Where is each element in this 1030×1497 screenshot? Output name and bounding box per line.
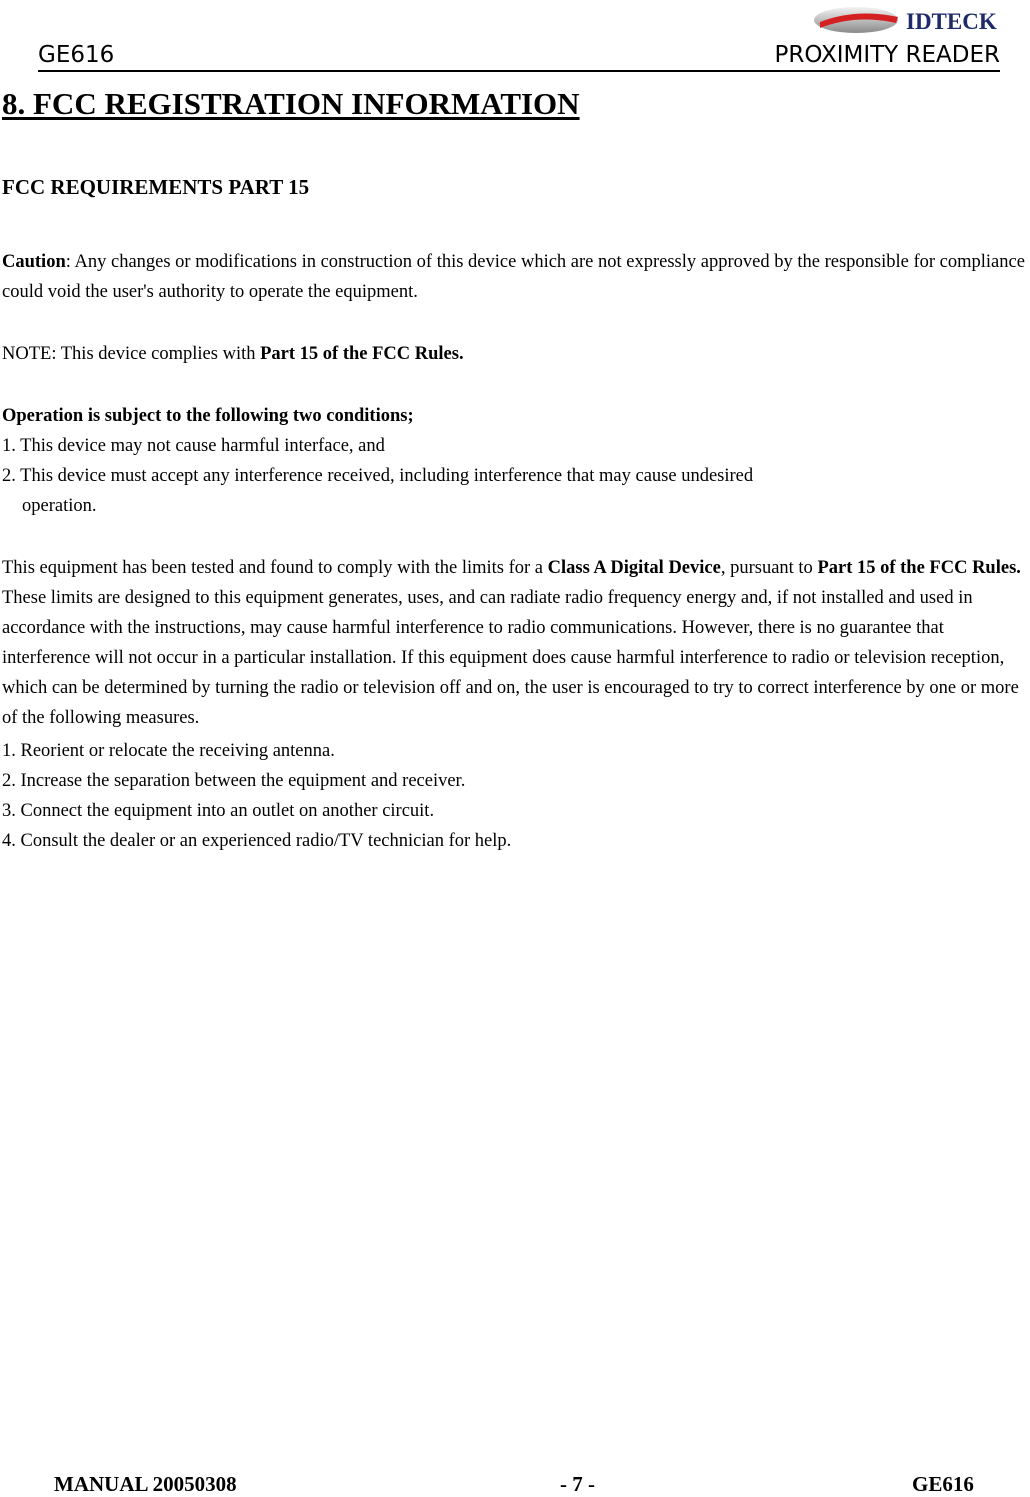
list-item: 2. Increase the separation between the equipment and receiver. — [2, 771, 466, 791]
section-title: 8. FCC REGISTRATION INFORMATION — [2, 86, 580, 121]
footer-page-number: - 7 - — [560, 1472, 595, 1496]
conditions-block — [2, 401, 1002, 521]
caution-label: Caution — [2, 252, 66, 272]
condition-item: 2. This device must accept any interference received, including interference that may cause undesired — [2, 466, 754, 486]
condition-item-continued: operation. — [22, 496, 97, 516]
footer-model: GE616 — [912, 1472, 974, 1496]
condition-item: 1. This device may not cause harmful interface, and — [2, 436, 385, 456]
list-item: 3. Connect the equipment into an outlet on another circuit. — [2, 801, 435, 821]
measures-list — [2, 736, 511, 856]
note-paragraph: NOTE: This device complies with Part 15 of the FCC Rules. — [2, 344, 464, 364]
section-subtitle: FCC REQUIREMENTS PART 15 — [2, 175, 310, 199]
list-item: 4. Consult the dealer or an experienced radio/TV technician for help. — [2, 831, 512, 851]
header-product: PROXIMITY READER — [774, 42, 1000, 68]
svg-text:IDTECK: IDTECK — [906, 9, 997, 34]
page-header — [38, 40, 1000, 72]
list-item: 1. Reorient or relocate the receiving antenna. — [2, 741, 335, 761]
footer-manual: MANUAL 20050308 — [54, 1472, 237, 1496]
idteck-logo — [812, 2, 1008, 40]
conditions-heading: Operation is subject to the following two conditions; — [2, 406, 414, 426]
equipment-paragraph: This equipment has been tested and found to comply with the limits for a Class A Digital Device, pursuant to Part 15 of the FCC Rules. These limits are designed to this equipment generates, uses, and can radiate radio frequency energy and, if not installed and used in accordance with the instructions, may cause harmful interference to radio communications. However, there is no guarantee that interference will not occur in a particular installation. If this equipment does cause harmful interference to radio or television reception, which can be determined by turning the radio or television off and on, the user is encouraged to try to correct interference by one or more of the following measures. — [2, 558, 1021, 728]
caution-paragraph: Caution: Any changes or modifications in construction of this device which are not expressly approved by the responsible for compliance could void the user's authority to operate the equipment. — [2, 252, 1025, 302]
header-model: GE616 — [38, 42, 115, 68]
